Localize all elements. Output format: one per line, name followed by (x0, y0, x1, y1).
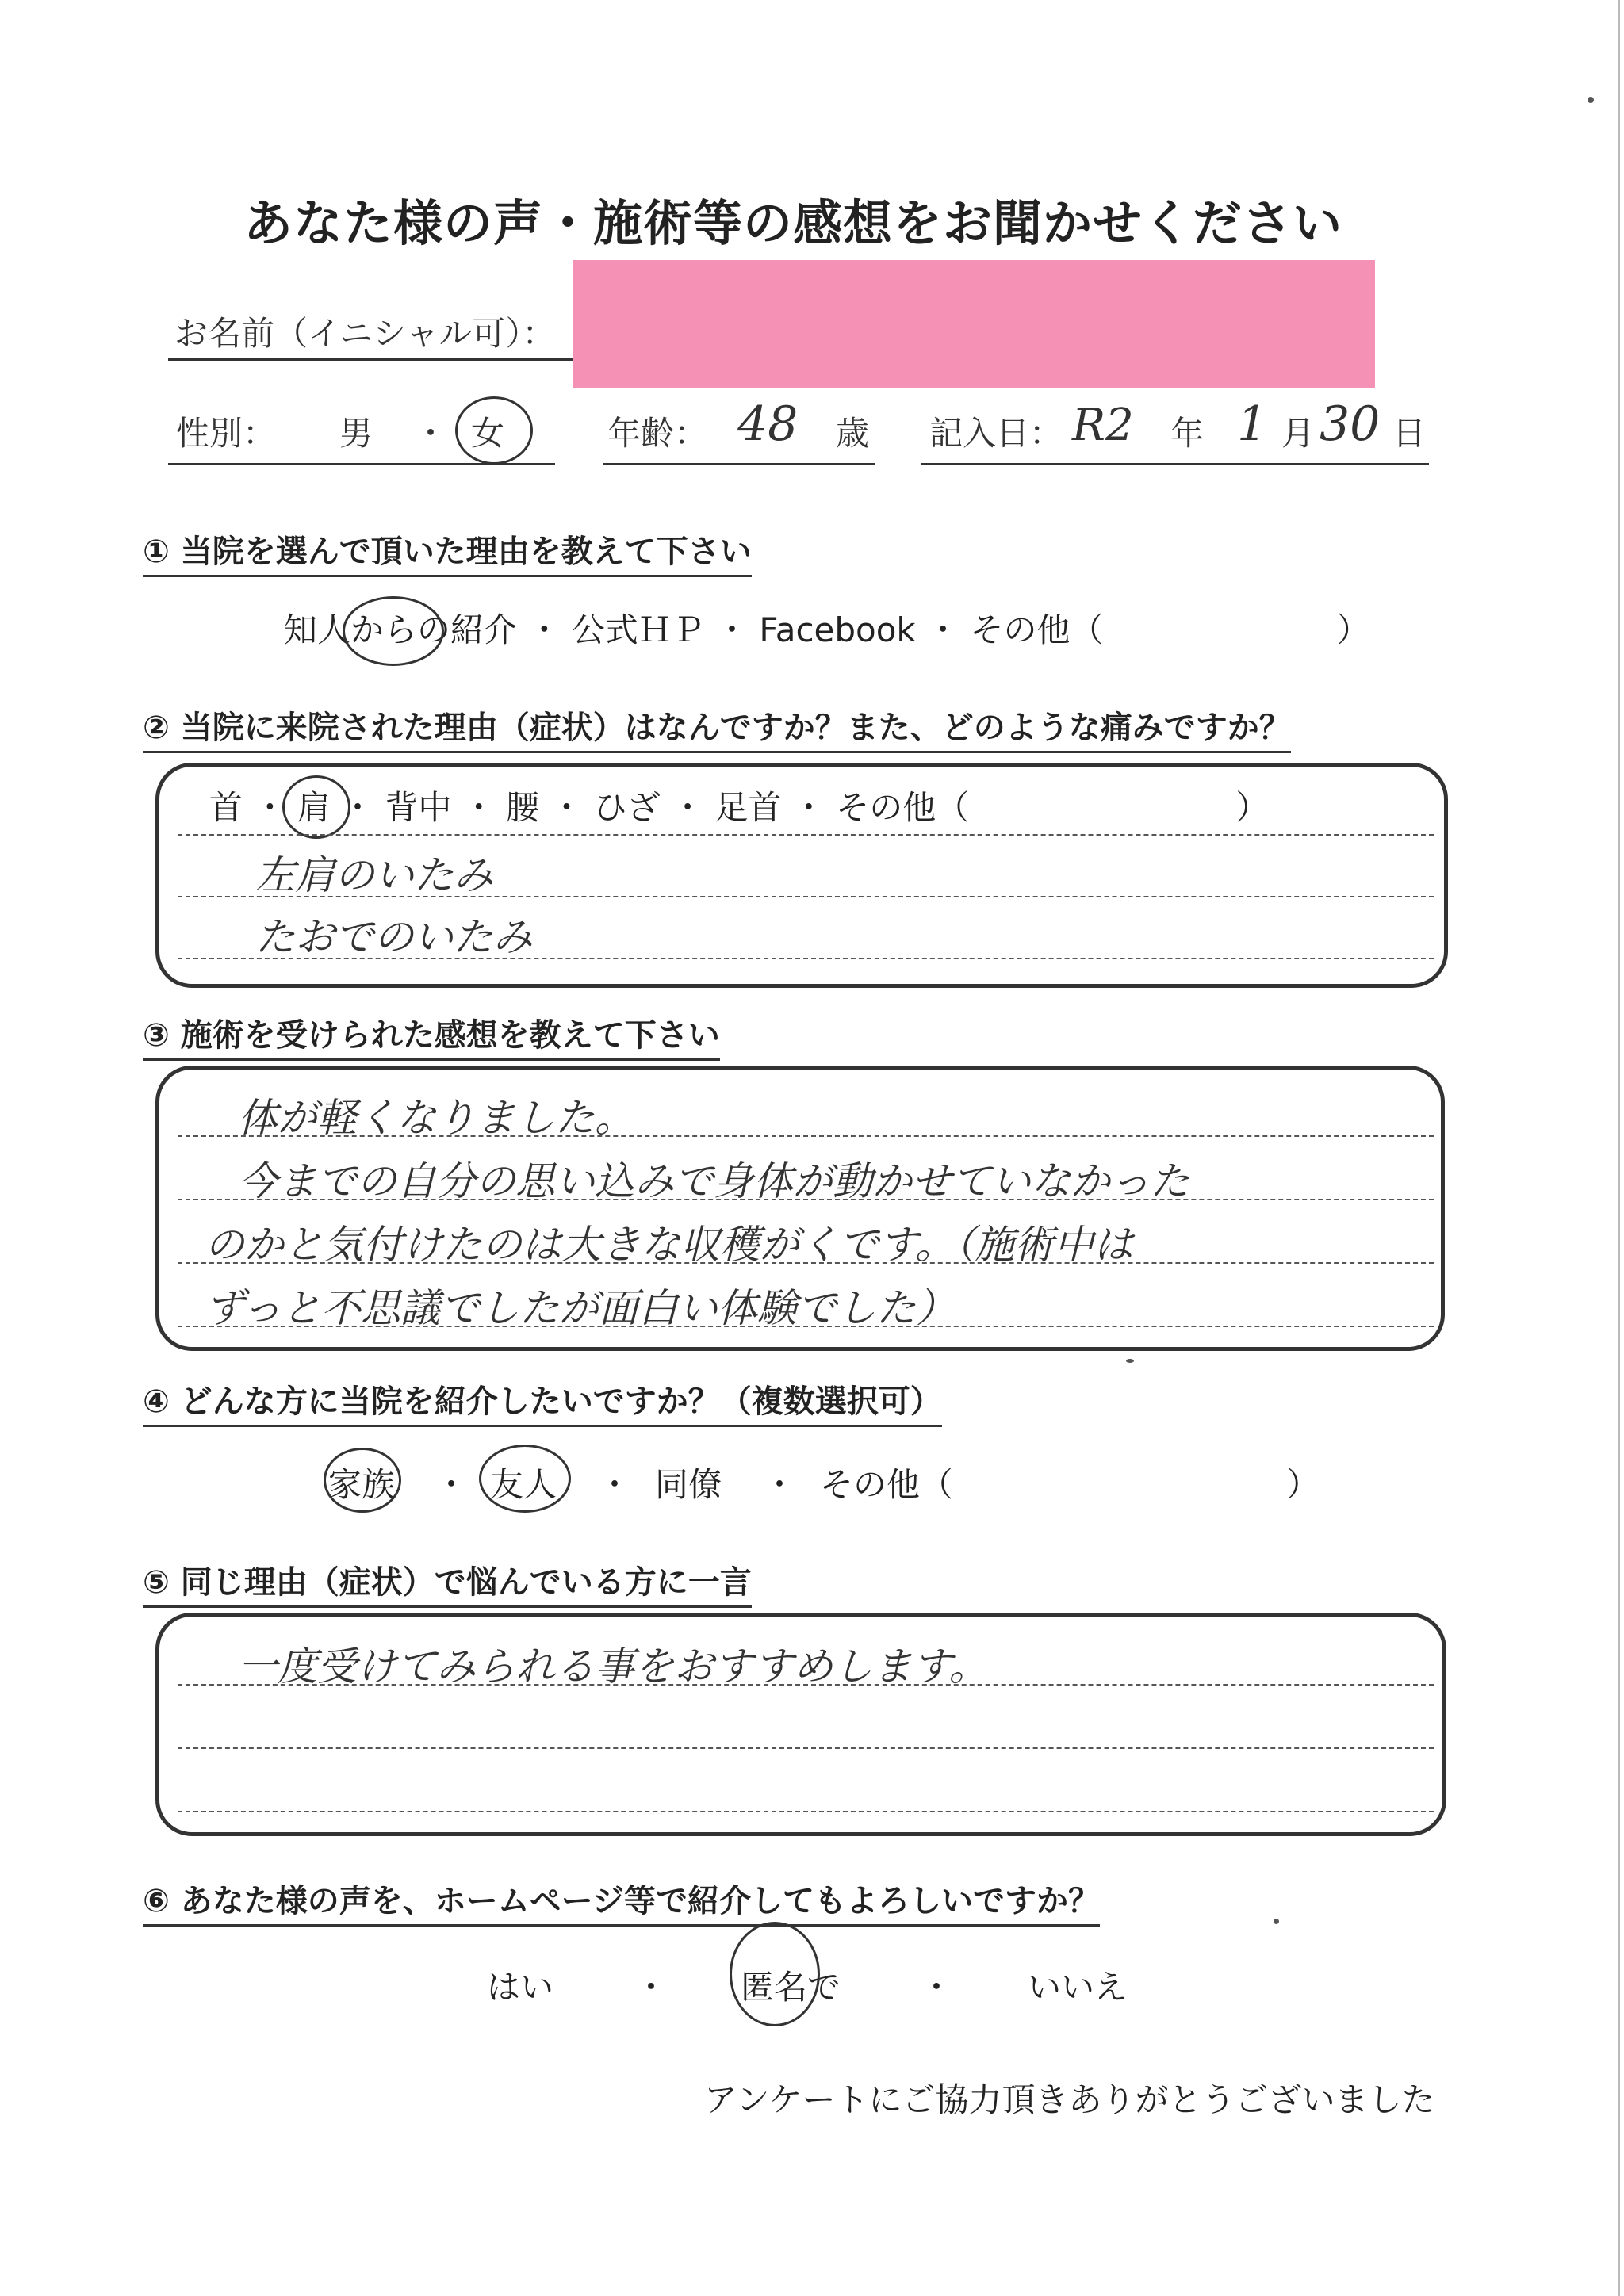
q6-separator: ・ (920, 1968, 954, 2007)
name-label: お名前（イニシャル可）： (174, 314, 556, 353)
q4-title: ④ どんな方に当院を紹介したいですか？（複数選択可） (143, 1376, 942, 1427)
gender-male[interactable]: 男 (339, 414, 373, 453)
q1-options[interactable]: 知人からの紹介 ・ 公式ＨＰ ・ Facebook ・ その他（ ） (284, 610, 1370, 649)
q2-answer-line-2: たおでのいたみ (255, 914, 533, 960)
age-unit: 歳 (836, 414, 870, 453)
q2-answer-line-1: 左肩のいたみ (255, 852, 493, 898)
q2-options[interactable]: 首 ・ 肩 ・ 背中 ・ 腰 ・ ひざ ・ 足首 ・ その他（ ） (209, 788, 1270, 827)
gender-underline (168, 463, 555, 465)
date-day[interactable]: 30 (1320, 396, 1381, 452)
gender-female[interactable]: 女 (471, 414, 505, 453)
scan-edge (1618, 0, 1620, 2296)
selection-circle (282, 775, 350, 839)
selection-circle (343, 596, 444, 666)
selection-circle (730, 1922, 820, 2026)
gender-label: 性別： (176, 414, 277, 453)
selection-circle (479, 1445, 571, 1513)
selection-circle (324, 1448, 401, 1513)
date-era[interactable]: R2 (1072, 400, 1134, 451)
q6-title: ⑥ あなた様の声を、ホームページ等で紹介してもよろしいですか？ (143, 1876, 1100, 1927)
q5-answer-line-1: 一度受けてみられる事をおすすめします。 (238, 1644, 989, 1689)
q5-title: ⑤ 同じ理由（症状）で悩んでいる方に一言 (143, 1557, 752, 1608)
answer-line (178, 1811, 1434, 1812)
q2-title: ② 当院に来院された理由（症状）はなんですか？また、どのような痛みですか？ (143, 702, 1291, 753)
answer-line (178, 834, 1434, 836)
q4-separator: ・ (435, 1465, 469, 1504)
q6-option-anonymous[interactable]: 匿名で (741, 1968, 841, 2007)
selection-circle (455, 396, 533, 465)
age-value[interactable]: 48 (737, 396, 799, 452)
gender-separator: ・ (414, 414, 448, 453)
date-month-unit: 月 (1281, 414, 1316, 453)
q4-option-other[interactable]: その他（ ） (820, 1465, 1320, 1504)
scan-speck (1126, 1359, 1134, 1363)
q3-answer-line-3: のかと気付けたのは大きな収穫がくです。（施術中は (205, 1222, 1133, 1268)
q4-option-family[interactable]: 家族 (328, 1465, 396, 1504)
q3-answer-line-4: ずっと不思議でしたが面白い体験でした） (205, 1285, 956, 1331)
age-label: 年齢： (607, 414, 708, 453)
q4-option-friend[interactable]: 友人 (490, 1465, 557, 1504)
page-title: あなた様の声・施術等の感想をお聞かせください (243, 194, 1342, 252)
redacted-name (573, 260, 1375, 388)
date-month[interactable]: 1 (1237, 396, 1268, 452)
q3-answer-line-2: 今までの自分の思い込みで身体が動かせていなかった (238, 1158, 1189, 1204)
q4-separator: ・ (598, 1465, 632, 1504)
date-label: 記入日： (929, 414, 1063, 453)
footer-thanks: アンケートにご協力頂きありがとうございました (704, 2080, 1435, 2119)
age-underline (603, 463, 875, 465)
q4-separator: ・ (763, 1465, 797, 1504)
q3-answer-line-1: 体が軽くなりました。 (238, 1095, 634, 1141)
q6-option-yes[interactable]: はい (487, 1968, 554, 2007)
q4-option-colleague[interactable]: 同僚 (655, 1465, 722, 1504)
date-year-unit: 年 (1170, 414, 1205, 453)
name-underline (168, 358, 580, 361)
date-day-unit: 日 (1392, 414, 1427, 453)
scan-speck (1274, 1919, 1279, 1924)
date-underline (921, 463, 1429, 465)
scan-speck (1588, 97, 1594, 103)
q3-title: ③ 施術を受けられた感想を教えて下さい (143, 1010, 720, 1061)
q6-separator: ・ (634, 1968, 668, 2007)
q6-option-no[interactable]: いいえ (1028, 1968, 1128, 2007)
answer-line (178, 1747, 1434, 1749)
q1-title: ① 当院を選んで頂いた理由を教えて下さい (143, 526, 752, 577)
